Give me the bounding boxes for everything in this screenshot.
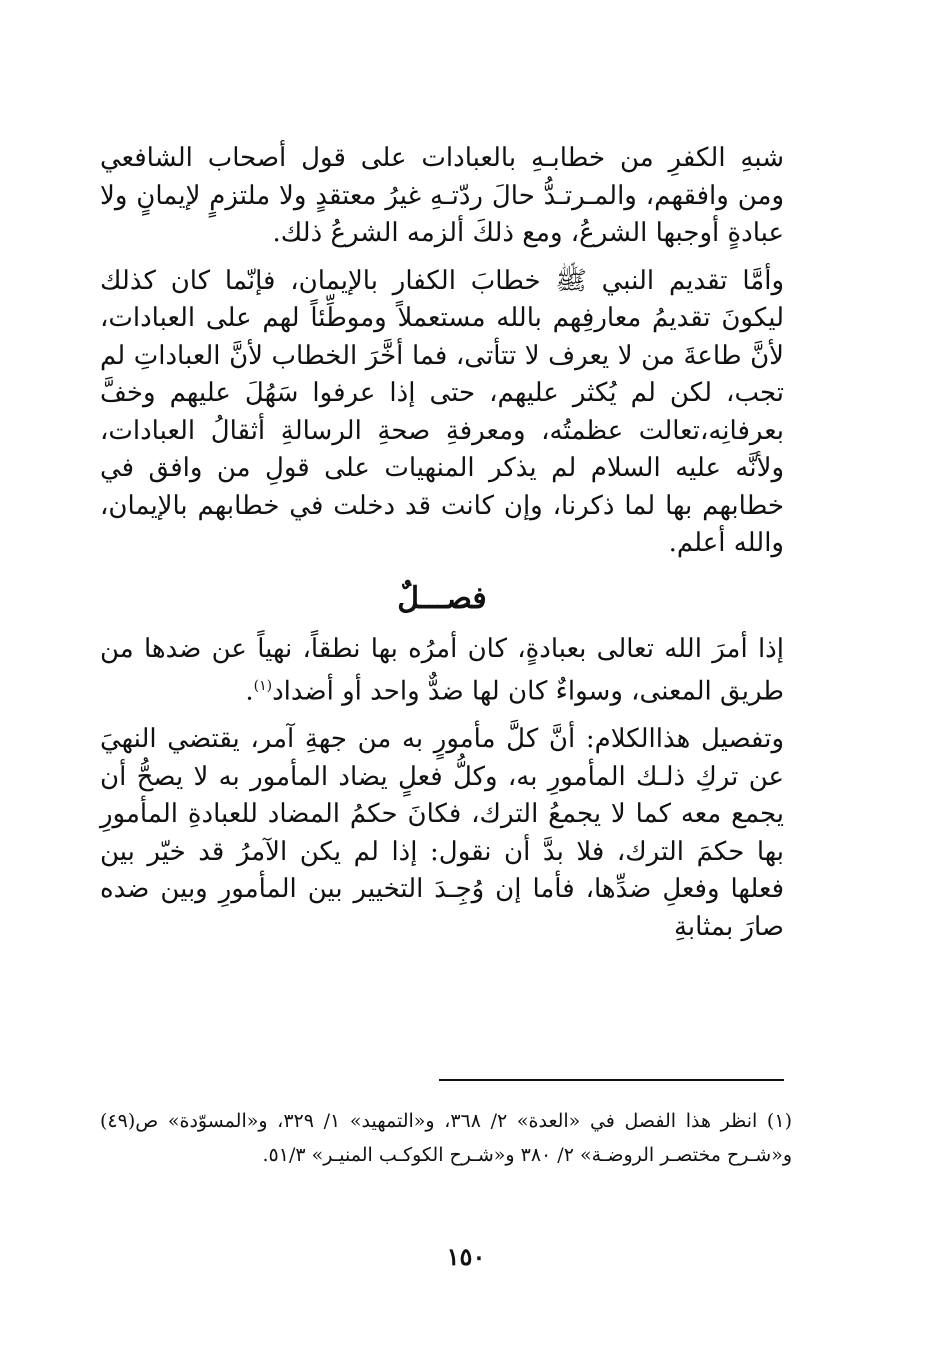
section-paragraph-2 [100, 721, 784, 946]
paragraph-1: شبهِ الكفرِ من خطابـهِ بالعبادات على قول أصحاب الشافعي ومن وافقهم، والمـرتـدُّ حالَ ردّتـهِ غيرُ معتقدٍ ولا ملتزمٍ لإيمانٍ ولا عبادةٍ أوجبها الشرعُ، ومع ذلكَ ألزمه الشرعُ ذلك. [100, 143, 784, 248]
footnote-divider [439, 1079, 784, 1081]
footnote-1: (١) انظر هذا الفصل في «العدة» ٢/ ٣٦٨، و«التمهيد» ١/ ٣٢٩، و«المسوّدة» ص(٤٩) و«شـرح مختصـر الروضـة» ٢/ ٣٨٠ و«شـرح الكوكـب المنيـر» ٥١/٣. [100, 1110, 792, 1166]
section-paragraph-1-text: إذا أمرَ الله تعالى بعبادةٍ، كان أمرُه بها نطقاً، نهياً عن ضدها من طريق المعنى، وسواءٌ كان لها ضدٌّ واحد أو أضداد [100, 633, 784, 707]
footnotes [100, 1104, 792, 1172]
section-heading: فصـــلٌ [397, 580, 487, 616]
page-number: ١٥٠ [446, 1242, 486, 1271]
footnote-ref-1: (١) [253, 678, 273, 694]
paragraph-2: وأمَّا تقديم النبي ﷺ خطابَ الكفار بالإيمان، فإنّما كان كذلك ليكونَ تقديمُ معارفِهم بالله مستعملاً وموطِّئاً لهم على العبادات، لأنَّ طاعةَ من لا يعرف لا تتأتى، فما أخَّرَ الخطاب لأنَّ العباداتِ لم تجب، لكن لم يُكثر عليهم، حتى إذا عرفوا سَهُلَ عليهم وخفَّ بعرفانِه،تعالت عظمتُه، ومعرفةِ صحةِ الرسالةِ أثقالُ العبادات، ولأنَّه عليه السلام لم يذكر المنهيات على قولِ من وافق في خطابهم بها لما ذكرنا، وإن كانت قد دخلت في خطابهم بالإيمان، والله أعلم. [100, 265, 784, 558]
section-paragraph-2-text: وتفصيل هذاالكلام: أنَّ كلَّ مأمورٍ به من جهةِ آمر، يقتضي النهيَ عن تركِ ذلـك المأمورِ به، وكلُّ فعلٍ يضاد المأمور به لا يصحُّ أن يجمع معه كما لا يجمعُ الترك، فكانَ حكمُ المضاد للعبادةِ المأمورِ بها حكمَ الترك، فلا بدَّ أن نقول: إذا لم يكن الآمرُ قد خيّر بين فعلها وفعلِ ضدِّها، فأما إن وُجِـدَ التخيير بين المأمورِ وبين ضده صارَ بمثابةِ [100, 724, 784, 942]
section-paragraph-1-end: . [245, 676, 254, 707]
section-paragraph-1 [100, 631, 784, 712]
main-text [100, 140, 784, 946]
